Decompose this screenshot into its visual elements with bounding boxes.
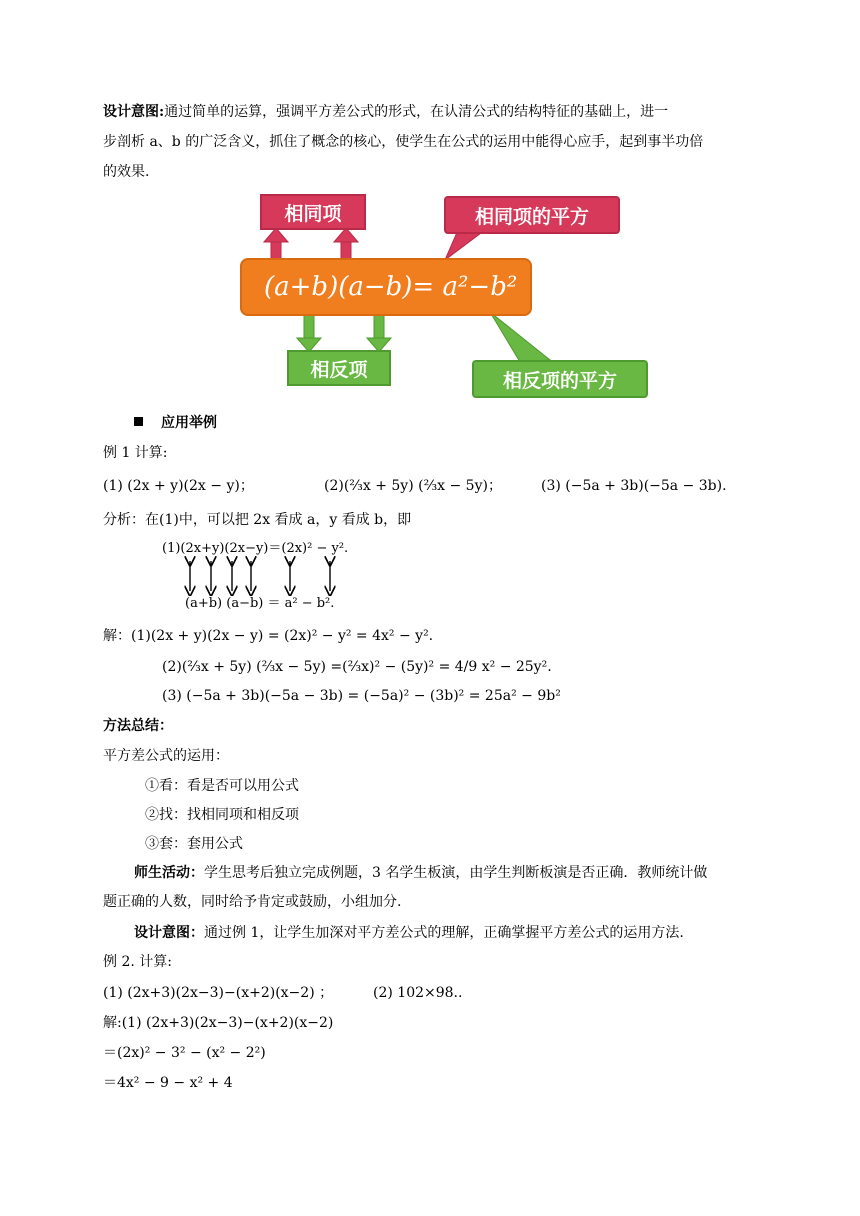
intent-line-1	[103, 102, 668, 122]
opposite-terms-square-label: 相反项的平方	[472, 360, 648, 398]
solution-2: (2)(⅔x + 5y) (⅔x − 5y) =(⅔x)² − (5y)² = 4/9 x² − 25y².	[162, 659, 552, 675]
mapping-arrows	[180, 556, 350, 596]
intent-label: 设计意图:	[103, 104, 165, 120]
activity-label: 师生活动：	[134, 865, 204, 881]
activity-line-1	[134, 863, 707, 883]
example1-title: 例 1 计算:	[103, 445, 168, 461]
mapping-bottom: (a+b) (a−b) ＝ a² − b².	[185, 596, 335, 611]
example1-problem-1: (1) (2x + y)(2x − y)；	[103, 478, 254, 494]
example1-analysis: 分析：在(1)中，可以把 2x 看成 a，y 看成 b，即	[103, 512, 412, 528]
intent-text-3: 的效果.	[103, 164, 150, 180]
intent2-line	[134, 923, 684, 943]
example2-problem-2: (2) 102×98..	[373, 985, 463, 1001]
example2-problem-1: (1) (2x+3)(2x−3)−(x+2)(x−2) ；	[103, 985, 334, 1001]
example2-step-1: ＝(2x)² − 3² − (x² − 2²)	[103, 1045, 266, 1061]
activity-text-1: 学生思考后独立完成例题，3 名学生板演，由学生判断板演是否正确．教师统计做	[204, 865, 708, 881]
example2-solution-head: 解:(1) (2x+3)(2x−3)−(x+2)(x−2)	[103, 1015, 334, 1031]
section-heading-text: 应用举例	[161, 415, 217, 431]
formula-box	[240, 258, 532, 316]
formula-diagram	[240, 190, 660, 405]
same-terms-square-label: 相同项的平方	[444, 196, 620, 234]
summary-intro: 平方差公式的运用：	[103, 748, 229, 764]
summary-item-1: ①看：看是否可以用公式	[145, 778, 299, 794]
solution-3: (3) (−5a + 3b)(−5a − 3b) = (−5a)² − (3b)² = 25a² − 9b²	[162, 688, 561, 704]
solution-1: 解：(1)(2x + y)(2x − y) = (2x)² − y² = 4x² − y².	[103, 628, 434, 644]
example2-step-2: ＝4x² − 9 − x² + 4	[103, 1075, 233, 1091]
same-terms-label: 相同项	[260, 194, 366, 230]
bullet-square-icon	[134, 417, 143, 426]
example1-problem-2: (2)(⅔x + 5y) (⅔x − 5y)；	[324, 478, 502, 494]
summary-title: 方法总结：	[103, 718, 173, 734]
opposite-terms-label: 相反项	[287, 350, 391, 386]
intent-text-1: 通过简单的运算，强调平方差公式的形式，在认清公式的结构特征的基础上，进一	[164, 104, 669, 120]
mapping-top: (1)(2x+y)(2x−y)＝(2x)² − y².	[162, 541, 349, 556]
opposite-square-callout-tail	[490, 312, 550, 362]
example2-title: 例 2. 计算:	[103, 954, 172, 970]
same-square-callout-tail	[445, 230, 485, 260]
summary-item-3: ③套：套用公式	[145, 836, 243, 852]
intent2-label: 设计意图：	[134, 925, 204, 941]
formula-text: (a+b)(a−b)= a²−b²	[264, 272, 518, 302]
summary-item-2: ②找：找相同项和相反项	[145, 807, 299, 823]
activity-text-2: 题正确的人数，同时给予肯定或鼓励，小组加分.	[103, 894, 402, 910]
intent-text-2: 步剖析 a、b 的广泛含义，抓住了概念的核心，使学生在公式的运用中能得心应手，起到事半功倍	[103, 134, 704, 150]
section-heading	[134, 413, 217, 433]
example1-problem-3: (3) (−5a + 3b)(−5a − 3b).	[541, 478, 727, 494]
intent2-text: 通过例 1，让学生加深对平方差公式的理解，正确掌握平方差公式的运用方法.	[204, 925, 684, 941]
